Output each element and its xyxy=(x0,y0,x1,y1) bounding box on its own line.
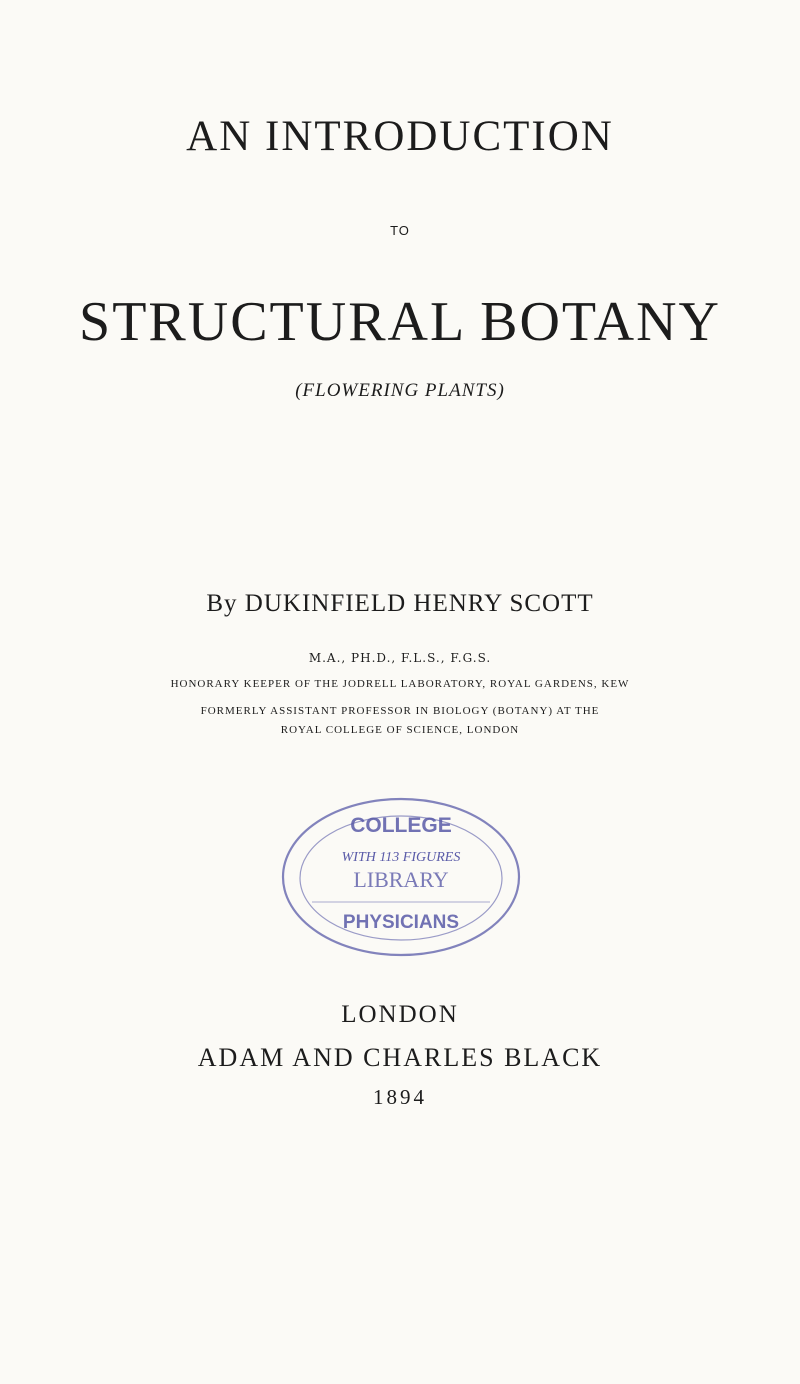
stamp-top-text: COLLEGE xyxy=(350,814,452,837)
title-line-1: AN INTRODUCTION xyxy=(186,113,614,160)
library-stamp xyxy=(266,792,536,962)
subtitle: (FLOWERING PLANTS) xyxy=(295,380,505,401)
stamp-bottom-text: PHYSICIANS xyxy=(342,912,460,933)
author-role-3: ROYAL COLLEGE OF SCIENCE, LONDON xyxy=(280,724,520,736)
imprint-publisher: ADAM AND CHARLES BLACK xyxy=(197,1043,603,1072)
author-role-2: FORMERLY ASSISTANT PROFESSOR IN BIOLOGY (BOTANY) AT THE xyxy=(200,705,600,717)
imprint-city: LONDON xyxy=(341,1001,459,1028)
title-line-2: STRUCTURAL BOTANY xyxy=(79,291,721,353)
author-role-1: HONORARY KEEPER OF THE JODRELL LABORATORY, ROYAL GARDENS, KEW xyxy=(170,678,630,690)
library-stamp-graphic xyxy=(266,792,536,962)
author-degrees: M.A., PH.D., F.L.S., F.G.S. xyxy=(308,651,492,665)
stamp-middle-text: WITH 113 FIGURES xyxy=(341,850,461,865)
author-line: By DUKINFIELD HENRY SCOTT xyxy=(206,590,594,617)
imprint-year: 1894 xyxy=(373,1085,427,1109)
stamp-library-text: LIBRARY xyxy=(353,867,449,892)
title-connector: TO xyxy=(390,223,410,238)
